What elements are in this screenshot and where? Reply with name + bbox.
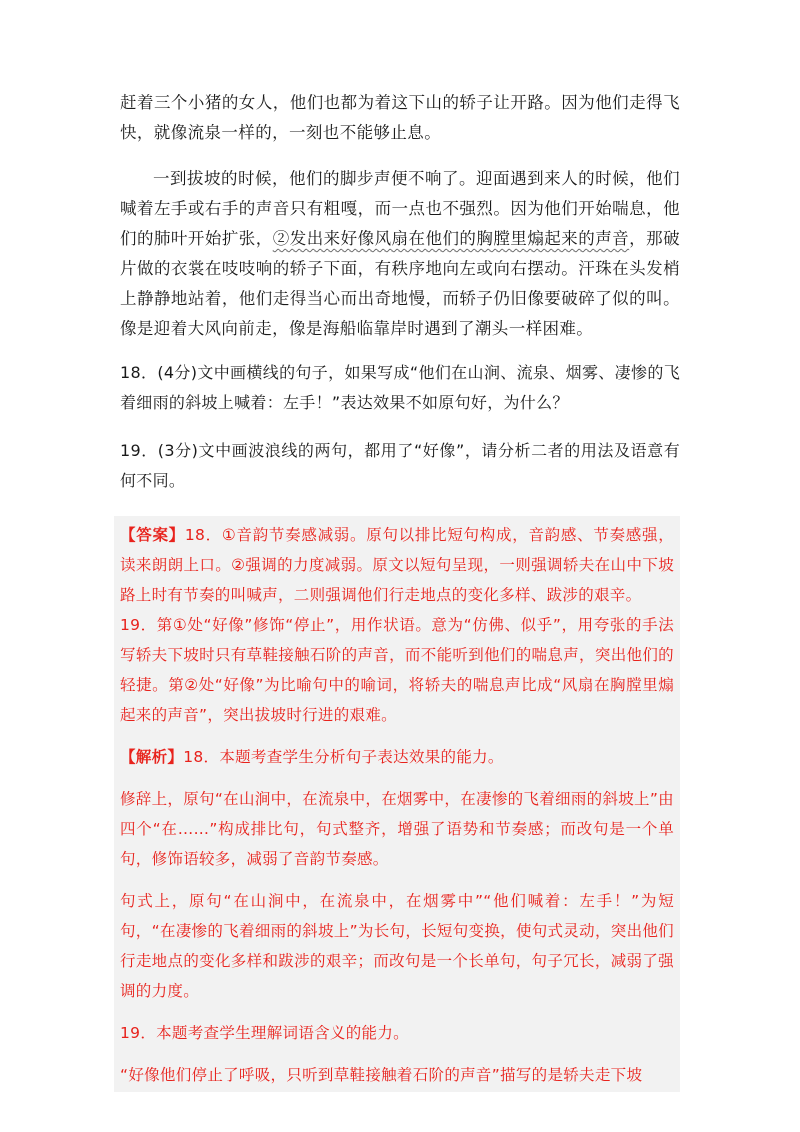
analysis-19-text: “好像他们停止了呼吸，只听到草鞋接触着石阶的声音”描写的是轿夫走下坡 [120,1066,643,1084]
analysis-19-intro: 19．本题考查学生理解词语含义的能力。 [120,1024,409,1042]
question-18: 18．(4分)文中画横线的句子，如果写成“他们在山涧、流泉、烟雾、凄惨的飞着细雨的斜坡上喊着：左手！”表达效果不如原句好，为什么？ [120,363,680,412]
document-page [120,88,680,1092]
passage-paragraph-2 [120,164,680,344]
answer-18 [120,520,674,610]
analysis-18-intro-text: 18．本题考查学生分析句子表达效果的能力。 [183,748,504,766]
question-19: 19．(3分)文中画波浪线的两句，都用了“好像”，请分析二者的用法及语意有何不同。 [120,441,680,490]
analysis-tag: 【解析】 [120,748,184,766]
analysis-syntax: 句式上，原句“在山涧中，在流泉中，在烟雾中”“他们喊着：左手！”为短句，“在凄惨的飞着细雨的斜坡上”为长句，长短句变换，使句式灵动，突出他们行走地点的变化多样和跋涉的艰辛；而改句是一个长单句，句子冗长，减弱了强调的力度。 [120,892,674,1000]
answer-19: 19．第①处“好像”修饰“停止”，用作状语。意为“仿佛、似乎”，用夸张的手法写轿夫下坡时只有草鞋接触石阶的声音，而不能听到他们的喘息声，突出他们的轻捷。第②处“好像”为比喻句中的喻词，将轿夫的喘息声比成“风扇在胸膛里煽起来的声音”，突出拔坡时行进的艰难。 [120,616,674,724]
passage-paragraph-1: 赶着三个小猪的女人，他们也都为着这下山的轿子让开路。因为他们走得飞快，就像流泉一样的，一刻也不能够止息。 [120,93,680,142]
analysis-18-intro [120,742,674,772]
answer-tag: 【答案】 [120,526,185,544]
answer-section [114,516,680,1092]
passage-paragraph-2-start: 一到拔坡的时候，他们的脚步声便不响了。迎面遇到来人的时候，他们喊着左手或右手的声音只有粗嘎，而一点也不强烈。因为他们开始喘息，他们的肺叶开始扩张， [120,169,680,248]
analysis-rhetoric: 修辞上，原句“在山涧中，在流泉中，在烟雾中，在凄惨的飞着细雨的斜坡上”由四个“在……”构成排比句，句式整齐，增强了语势和节奏感；而改句是一个单句，修饰语较多，减弱了音韵节奏感。 [120,790,674,868]
passage-paragraph-2-end: ，那破片做的衣裳在吱吱响的轿子下面，有秩序地向左或向右摆动。汗珠在头发梢上静静地站着，他们走得当心而出奇地慢，而轿子仍旧像要破碎了似的叫。像是迎着大风向前走，像是海船临靠岸时遇到了潮头一样困难。 [120,229,680,338]
answer-18-text: 18．①音韵节奏感减弱。原句以排比短句构成，音韵感、节奏感强，读来朗朗上口。②强调的力度减弱。原文以短句呈现，一则强调轿夫在山中下坡路上时有节奏的叫喊声，二则强调他们行走地点的变化多样、跋涉的艰辛。 [120,526,675,604]
wavy-underlined-sentence: ②发出来好像风扇在他们的胸膛里煽起来的声音 [272,229,630,248]
